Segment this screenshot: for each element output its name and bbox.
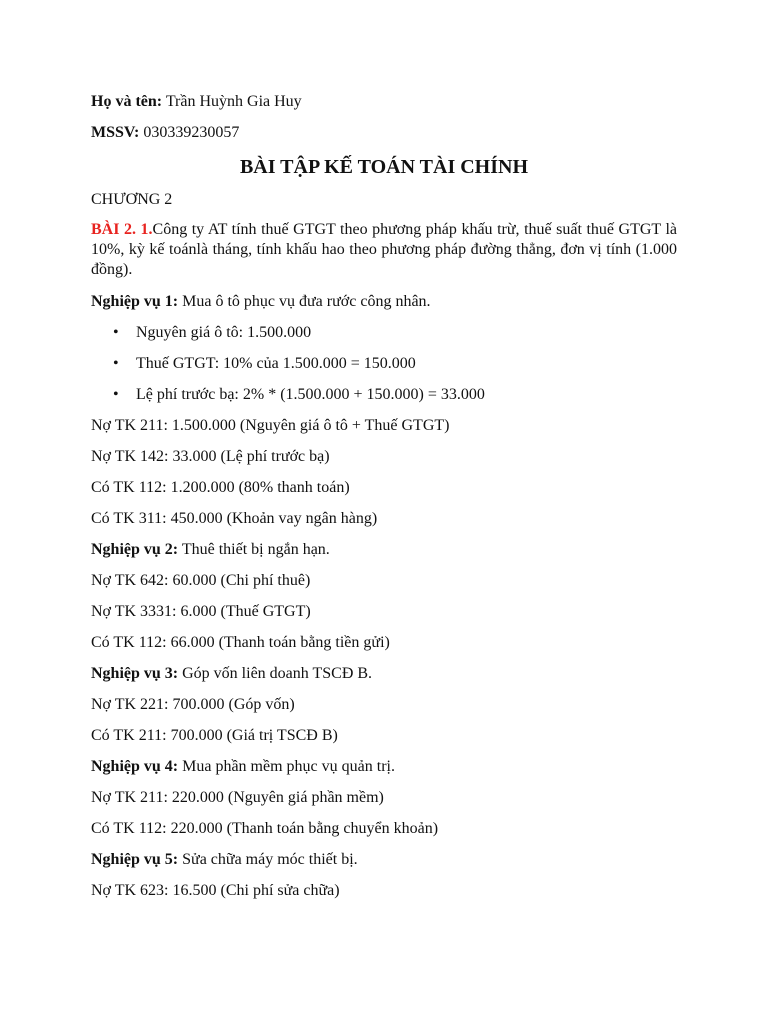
transaction-2-label: Nghiệp vụ 2: xyxy=(91,541,179,558)
transaction-4-heading xyxy=(91,756,677,777)
list-item-text: Nguyên giá ô tô: 1.500.000 xyxy=(136,324,312,341)
bullet-icon: • xyxy=(113,386,119,403)
transaction-1-label: Nghiệp vụ 1: xyxy=(91,293,179,310)
student-name-line xyxy=(91,91,677,112)
transaction-3-desc: Góp vốn liên doanh TSCĐ B. xyxy=(182,665,373,682)
journal-entry: Nợ TK 211: 220.000 (Nguyên giá phần mềm) xyxy=(91,789,384,806)
transaction-5-label: Nghiệp vụ 5: xyxy=(91,851,179,868)
journal-entry: Nợ TK 623: 16.500 (Chi phí sửa chữa) xyxy=(91,882,340,899)
student-id-label: MSSV: xyxy=(91,124,140,141)
journal-entry: Nợ TK 211: 1.500.000 (Nguyên giá ô tô + Thuế GTGT) xyxy=(91,417,450,434)
journal-entry: Có TK 112: 220.000 (Thanh toán bằng chuyển khoản) xyxy=(91,820,439,837)
transaction-5-heading xyxy=(91,849,677,870)
exercise-text: Công ty AT tính thuế GTGT theo phương pháp khấu trừ, thuế suất thuế GTGT là 10%, kỳ kế toánlà tháng, tính khấu hao theo phương pháp đường thẳng, đơn vị tính (1.000 đồng). xyxy=(91,221,677,278)
journal-entry: Có TK 311: 450.000 (Khoản vay ngân hàng) xyxy=(91,510,378,527)
journal-entry: Có TK 211: 700.000 (Giá trị TSCĐ B) xyxy=(91,727,338,744)
student-id-line xyxy=(91,122,677,143)
transaction-3-heading xyxy=(91,663,677,684)
exercise-label: BÀI 2. 1. xyxy=(91,221,153,238)
bullet-icon: • xyxy=(113,355,119,372)
transaction-4-desc: Mua phần mềm phục vụ quản trị. xyxy=(182,758,395,775)
chapter-heading: CHƯƠNG 2 xyxy=(91,191,173,208)
journal-entry: Nợ TK 3331: 6.000 (Thuế GTGT) xyxy=(91,603,311,620)
journal-entry: Nợ TK 642: 60.000 (Chi phí thuê) xyxy=(91,572,311,589)
journal-entry: Nợ TK 142: 33.000 (Lệ phí trước bạ) xyxy=(91,448,330,465)
transaction-2-desc: Thuê thiết bị ngắn hạn. xyxy=(181,541,330,558)
transaction-1-desc: Mua ô tô phục vụ đưa rước công nhân. xyxy=(182,293,431,310)
journal-entry: Có TK 112: 1.200.000 (80% thanh toán) xyxy=(91,479,350,496)
student-name-value: Trần Huỳnh Gia Huy xyxy=(165,93,302,110)
transaction-5-desc: Sửa chữa máy móc thiết bị. xyxy=(182,851,358,868)
transaction-4-label: Nghiệp vụ 4: xyxy=(91,758,179,775)
transaction-1-heading xyxy=(91,291,677,312)
list-item-text: Lệ phí trước bạ: 2% * (1.500.000 + 150.000) = 33.000 xyxy=(136,386,485,403)
journal-entry: Nợ TK 221: 700.000 (Góp vốn) xyxy=(91,696,295,713)
exercise-paragraph xyxy=(91,220,677,280)
student-name-label: Họ và tên: xyxy=(91,93,163,110)
list-item xyxy=(113,384,677,405)
transaction-3-label: Nghiệp vụ 3: xyxy=(91,665,179,682)
list-item xyxy=(113,322,677,343)
journal-entry: Có TK 112: 66.000 (Thanh toán bằng tiền gửi) xyxy=(91,634,390,651)
list-item xyxy=(113,353,677,374)
student-id-value: 030339230057 xyxy=(143,124,240,141)
bullet-icon: • xyxy=(113,324,119,341)
list-item-text: Thuế GTGT: 10% của 1.500.000 = 150.000 xyxy=(136,355,416,372)
transaction-2-heading xyxy=(91,539,677,560)
document-title: BÀI TẬP KẾ TOÁN TÀI CHÍNH xyxy=(239,156,529,178)
transaction-1-bullets xyxy=(91,322,677,405)
